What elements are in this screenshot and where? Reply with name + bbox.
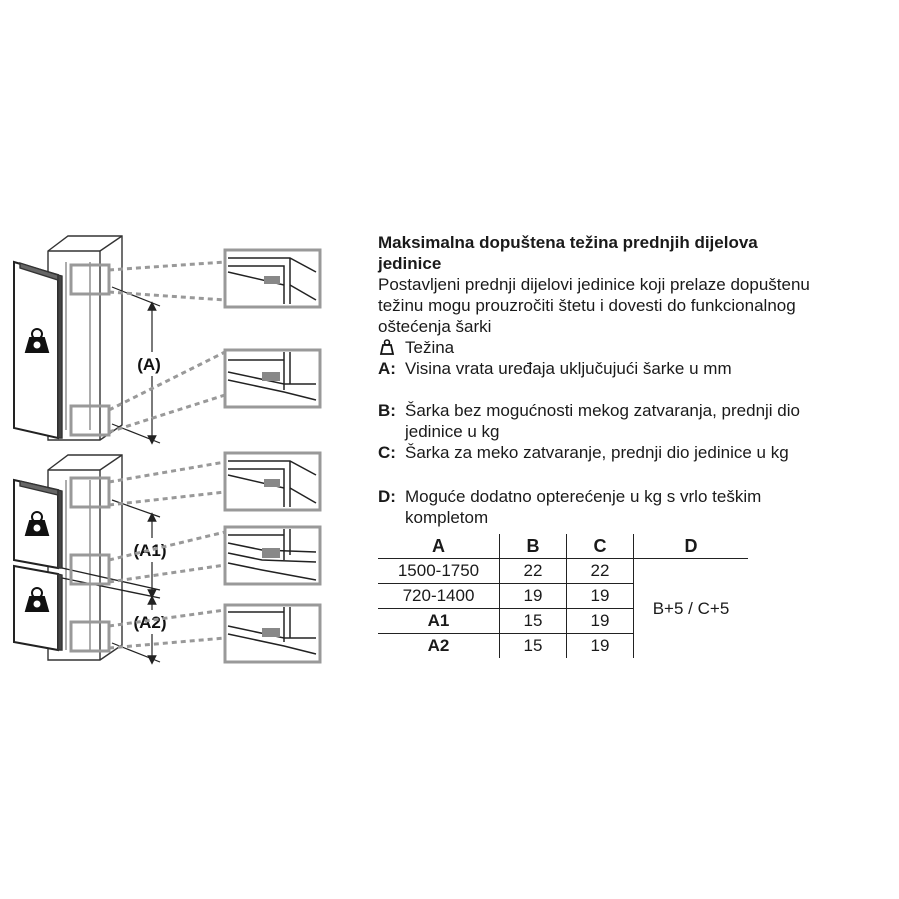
- detail-box-5: [225, 605, 320, 662]
- intro-line-1: Postavljeni prednji dijelovi jedinice koji prelaze dopuštenu: [378, 275, 810, 294]
- detail-box-3: [225, 453, 320, 510]
- cell-c: 19: [567, 609, 634, 634]
- key-c: C:: [378, 443, 396, 462]
- cell-b: 19: [500, 584, 567, 609]
- cell-a: A2: [378, 634, 500, 659]
- cell-b: 15: [500, 634, 567, 659]
- cell-a: A1: [378, 609, 500, 634]
- cell-c: 19: [567, 634, 634, 659]
- weight-table: [378, 534, 748, 658]
- cell-a: 720-1400: [378, 584, 500, 609]
- weight-label: Težina: [405, 338, 455, 357]
- b-description-line-2: jedinice u kg: [405, 422, 500, 441]
- table-row: [378, 559, 748, 584]
- intro-line-3: oštećenja šarki: [378, 317, 492, 336]
- cell-b: 15: [500, 609, 567, 634]
- intro-line-2: težinu mogu prouzročiti štetu i dovesti do funkcionalnog: [378, 296, 796, 315]
- d-description-line-2: kompletom: [405, 508, 489, 527]
- detail-box-2: [225, 350, 320, 407]
- key-d: D:: [378, 487, 396, 506]
- cell-c: 19: [567, 584, 634, 609]
- header-a: A: [378, 534, 500, 559]
- cell-c: 22: [567, 559, 634, 584]
- dimension-a-label: (A): [137, 355, 161, 374]
- dimension-a1-label: (A1): [133, 541, 167, 560]
- detail-box-1: [225, 250, 320, 307]
- cell-a: 1500-1750: [378, 559, 500, 584]
- header-c: C: [567, 534, 634, 559]
- cell-b: 22: [500, 559, 567, 584]
- header-b: B: [500, 534, 567, 559]
- table-header-row: [378, 534, 748, 559]
- heading-line-1: Maksimalna dopuštena težina prednjih dijelova: [378, 233, 758, 252]
- a-description: Visina vrata uređaja uključujući šarke u mm: [405, 359, 732, 378]
- weight-icon: [379, 339, 395, 355]
- key-a: A:: [378, 359, 396, 378]
- d-description-line-1: Moguće dodatno opterećenje u kg s vrlo teškim: [405, 487, 762, 506]
- b-description-line-1: Šarka bez mogućnosti mekog zatvaranja, prednji dio: [405, 401, 800, 420]
- dimension-a2-label: (A2): [133, 613, 167, 632]
- heading-line-2: jedinice: [378, 254, 442, 273]
- c-description: Šarka za meko zatvaranje, prednji dio jedinice u kg: [405, 443, 789, 462]
- connector-lines: [109, 262, 225, 648]
- cell-d: B+5 / C+5: [652, 598, 730, 618]
- key-b: B:: [378, 401, 396, 420]
- header-d: D: [634, 534, 749, 559]
- detail-box-4: [225, 527, 320, 584]
